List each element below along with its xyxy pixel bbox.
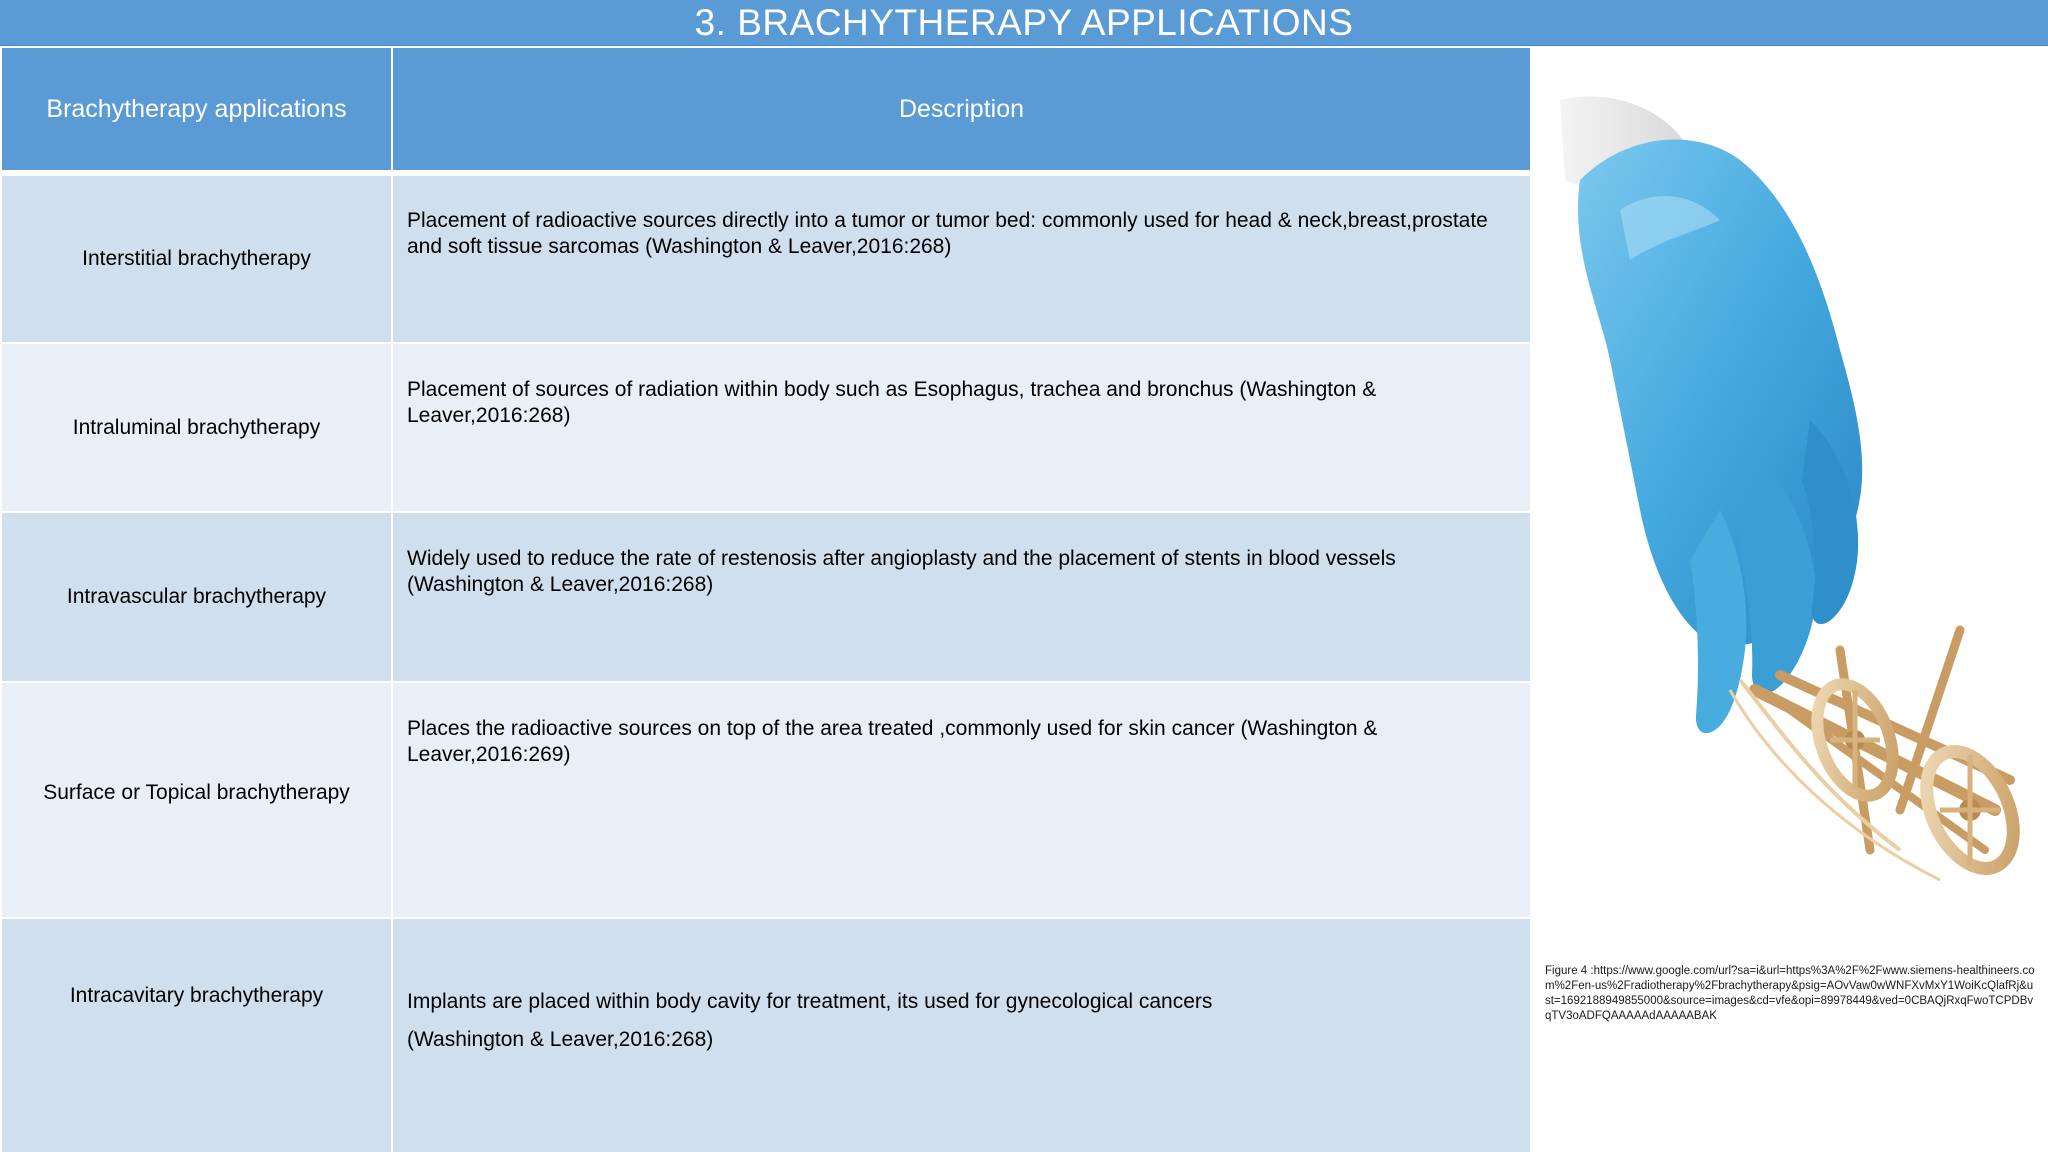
table-row [1,918,1531,1152]
description-text: Places the radioactive sources on top of the area treated ,commonly used for skin cancer (Washington & Leaver,2016:269) [407,717,1378,766]
description-text: Placement of radioactive sources directly into a tumor or tumor bed: commonly used for head & neck,breast,prostate and soft tissue sarcomas (Washington & Leaver,2016:268) [407,209,1488,258]
description-text: Widely used to reduce the rate of restenosis after angioplasty and the placement of stents in blood vessels (Washington & Leaver,2016:268) [407,547,1396,596]
header-applications: Brachytherapy applications [1,47,392,173]
application-name: Intraluminal brachytherapy [1,343,392,512]
table-header-row [1,47,1531,173]
brachytherapy-applicator-image [1540,90,2040,940]
application-description [392,512,1531,682]
application-name: Surface or Topical brachytherapy [1,682,392,918]
applications-table [0,46,1532,1152]
description-text: Implants are placed within body cavity for treatment, its used for gynecological cancers [407,989,1213,1013]
application-description [392,682,1531,918]
application-name: Intravascular brachytherapy [1,512,392,682]
table-row [1,173,1531,343]
application-name: Intracavitary brachytherapy [1,918,392,1152]
figure-caption: Figure 4 :https://www.google.com/url?sa=i&url=https%3A%2F%2Fwww.siemens-healthineers.com%2Fen-us%2Fradiotherapy%2Fbrachytherapy&psig=AOvVaw0wWNFXvMxY1WoiKcQlafRj&ust=1692188949855000&source=images&cd=vfe&opi=89978449&ved=0CBAQjRxqFwoTCPDBvqTV3oADFQAAAAAdAAAAABAK [1545,965,2035,1022]
table-row [1,343,1531,512]
application-description [392,173,1531,343]
application-description [392,343,1531,512]
title-bar [0,0,2048,46]
application-description [392,918,1531,1152]
table-row [1,682,1531,918]
application-name: Interstitial brachytherapy [1,173,392,343]
header-description: Description [392,47,1531,173]
description-text: Placement of sources of radiation within body such as Esophagus, trachea and bronchus (Washington & Leaver,2016:268) [407,378,1377,427]
table-row [1,512,1531,682]
description-reference: (Washington & Leaver,2016:268) [407,1027,714,1051]
gloved-hand-applicator-illustration [1540,90,2040,940]
slide-title: 3. BRACHYTHERAPY APPLICATIONS [694,2,1354,43]
